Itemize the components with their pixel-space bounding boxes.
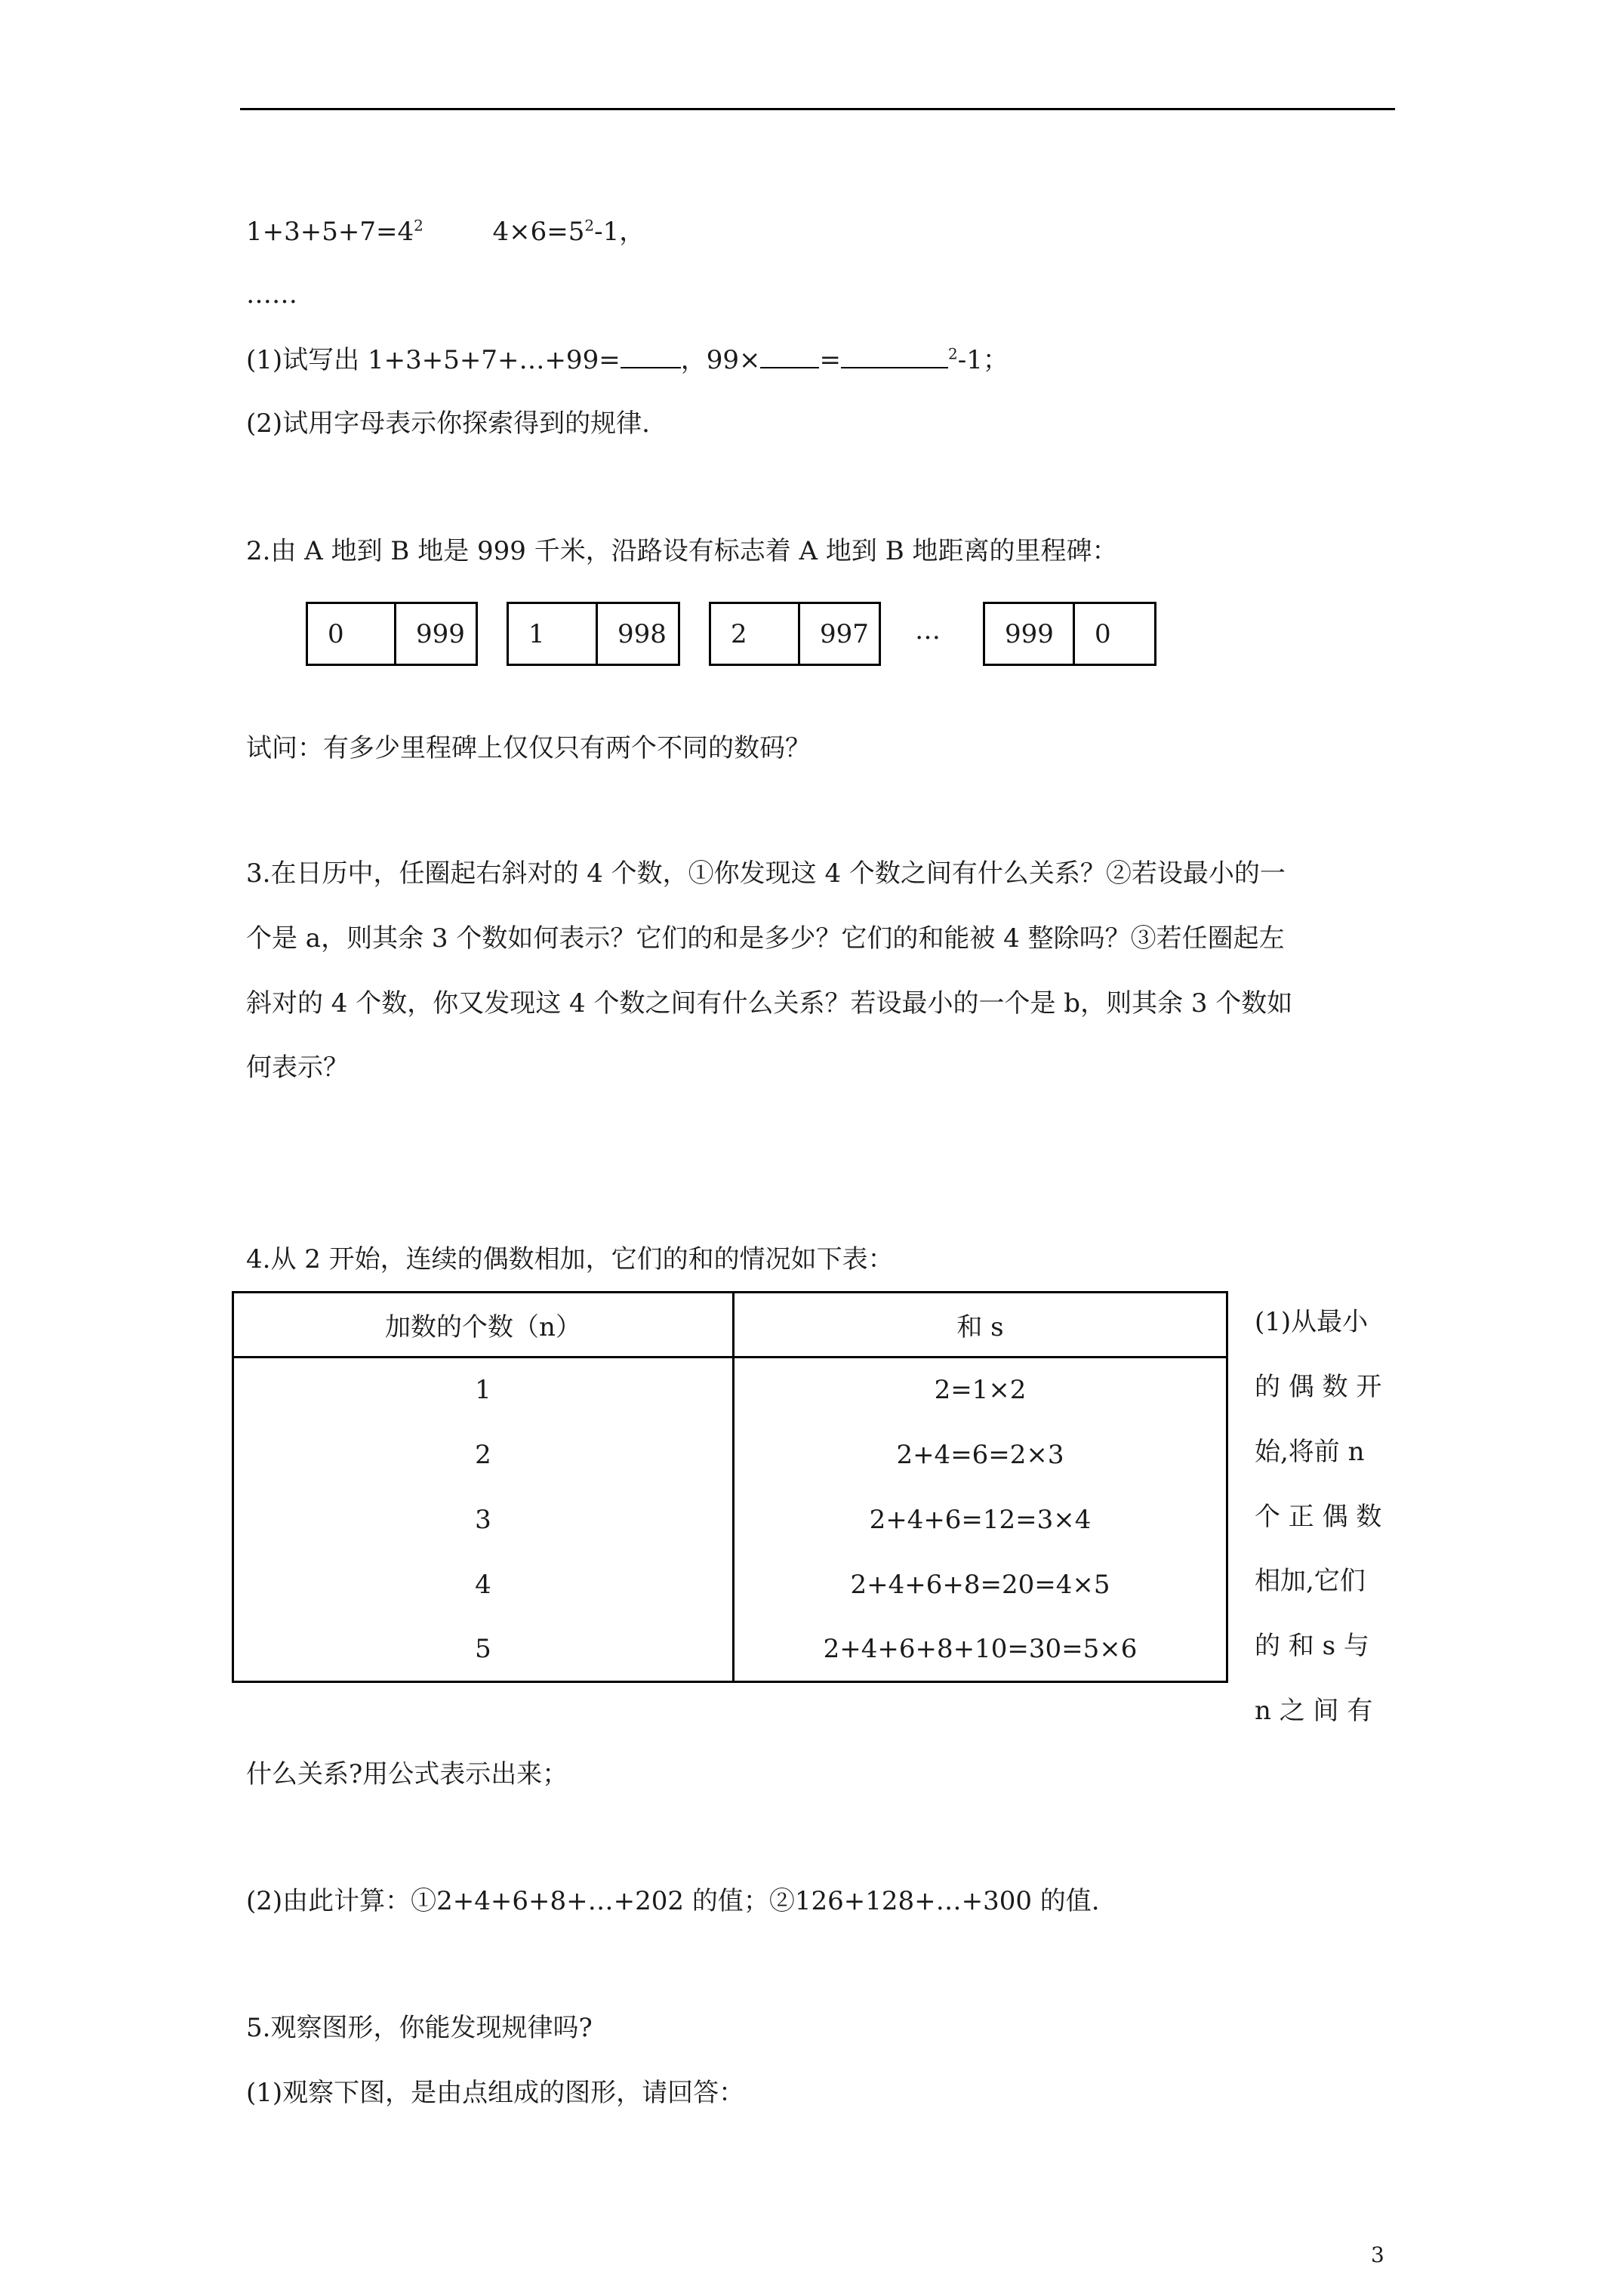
milestone-sign <box>983 602 1156 666</box>
q1-part1-sep: ，99× <box>680 345 761 375</box>
formula-right: 4×6=5 <box>492 217 585 247</box>
q1-part1-prefix: (1)试写出 1+3+5+7+…+99= <box>246 345 621 375</box>
milestone-cell: 997 <box>798 604 879 664</box>
table-cell: 3 <box>233 1487 734 1552</box>
q4-side-line: 的 和 s 与 <box>1255 1631 1369 1661</box>
table-cell: 2 <box>233 1422 734 1487</box>
formula-line <box>246 217 645 247</box>
milestone-cell: 0 <box>328 618 344 649</box>
table-cell: 2=1×2 <box>734 1358 1227 1422</box>
column-header: 加数的个数（n） <box>233 1293 734 1358</box>
table-cell: 2+4=6=2×3 <box>734 1422 1227 1487</box>
table-row <box>233 1422 1227 1487</box>
q4-part2: (2)由此计算：①2+4+6+8+…+202 的值；②126+128+…+300 的值. <box>246 1886 1100 1916</box>
q4-side-line: 的 偶 数 开 <box>1255 1372 1382 1402</box>
milestone-sign <box>709 602 881 666</box>
q4-side-line: (1)从最小 <box>1255 1307 1369 1337</box>
formula-right-exponent: 2 <box>584 216 595 235</box>
milestone-cell: 2 <box>731 618 747 649</box>
milestone-cell: 1 <box>528 618 545 649</box>
milestone-cell: 999 <box>1005 618 1054 649</box>
q5-title: 5.观察图形，你能发现规律吗? <box>246 2013 593 2043</box>
q4-intro: 4.从 2 开始，连续的偶数相加，它们的和的情况如下表： <box>246 1244 894 1274</box>
column-header: 和 s <box>734 1293 1227 1358</box>
answer-blank[interactable] <box>841 344 948 368</box>
header-rule <box>240 108 1395 110</box>
q3-line: 何表示？ <box>246 1052 349 1083</box>
milestone-cell: 999 <box>394 604 476 664</box>
q4-side-line: 始,将前 n <box>1255 1437 1365 1467</box>
q3-line: 个是 a，则其余 3 个数如何表示？它们的和是多少？它们的和能被 4 整除吗？③若任圈起左 <box>246 923 1285 954</box>
answer-blank[interactable] <box>621 344 681 368</box>
table-cell: 2+4+6=12=3×4 <box>734 1487 1227 1552</box>
table-cell: 5 <box>233 1617 734 1682</box>
page-number: 3 <box>1371 2242 1384 2267</box>
q3-line: 斜对的 4 个数，你又发现这 4 个数之间有什么关系？若设最小的一个是 b，则其余 3 个数如 <box>246 988 1293 1019</box>
q3-line: 3.在日历中，任圈起右斜对的 4 个数，①你发现这 4 个数之间有什么关系？②若设最小的一 <box>246 858 1286 889</box>
q4-side-line: 相加,它们 <box>1255 1566 1366 1596</box>
table-row <box>233 1487 1227 1552</box>
milestone-sign <box>507 602 680 666</box>
q1-part1 <box>246 344 1009 375</box>
table-cell: 1 <box>233 1358 734 1422</box>
table-header-row <box>233 1293 1227 1358</box>
milestone-sign <box>306 602 478 666</box>
q2-question: 试问：有多少里程碑上仅仅只有两个不同的数码？ <box>246 733 811 763</box>
formula-right-tail: -1， <box>594 217 645 247</box>
q2-text: 2.由 A 地到 B 地是 999 千米，沿路设有标志着 A 地到 B 地距离的里程碑： <box>246 536 1118 566</box>
q1-part1-eq: = <box>819 345 841 375</box>
table-cell: 2+4+6+8+10=30=5×6 <box>734 1617 1227 1682</box>
q4-side-line: n 之 间 有 <box>1255 1696 1373 1726</box>
milestone-cell: 0 <box>1073 604 1154 664</box>
milestone-ellipsis: … <box>915 615 941 646</box>
q1-part2: (2)试用字母表示你探索得到的规律. <box>246 408 650 439</box>
answer-blank[interactable] <box>760 344 819 368</box>
table-row <box>233 1358 1227 1422</box>
formula-left-exponent: 2 <box>414 216 423 235</box>
even-sum-table <box>232 1291 1228 1683</box>
q1-part1-tail: -1； <box>957 345 1009 375</box>
table-row <box>233 1617 1227 1682</box>
q4-side-line: 个 正 偶 数 <box>1255 1502 1382 1532</box>
q5-part1: (1)观察下图，是由点组成的图形，请回答： <box>246 2078 745 2108</box>
q1-part1-exponent: 2 <box>947 344 958 363</box>
table-row <box>233 1552 1227 1617</box>
q4-continued: 什么关系?用公式表示出来； <box>246 1759 568 1789</box>
formula-left: 1+3+5+7=4 <box>246 217 414 247</box>
milestone-cell: 998 <box>596 604 678 664</box>
table-cell: 4 <box>233 1552 734 1617</box>
ellipsis: …… <box>246 279 297 310</box>
table-cell: 2+4+6+8=20=4×5 <box>734 1552 1227 1617</box>
